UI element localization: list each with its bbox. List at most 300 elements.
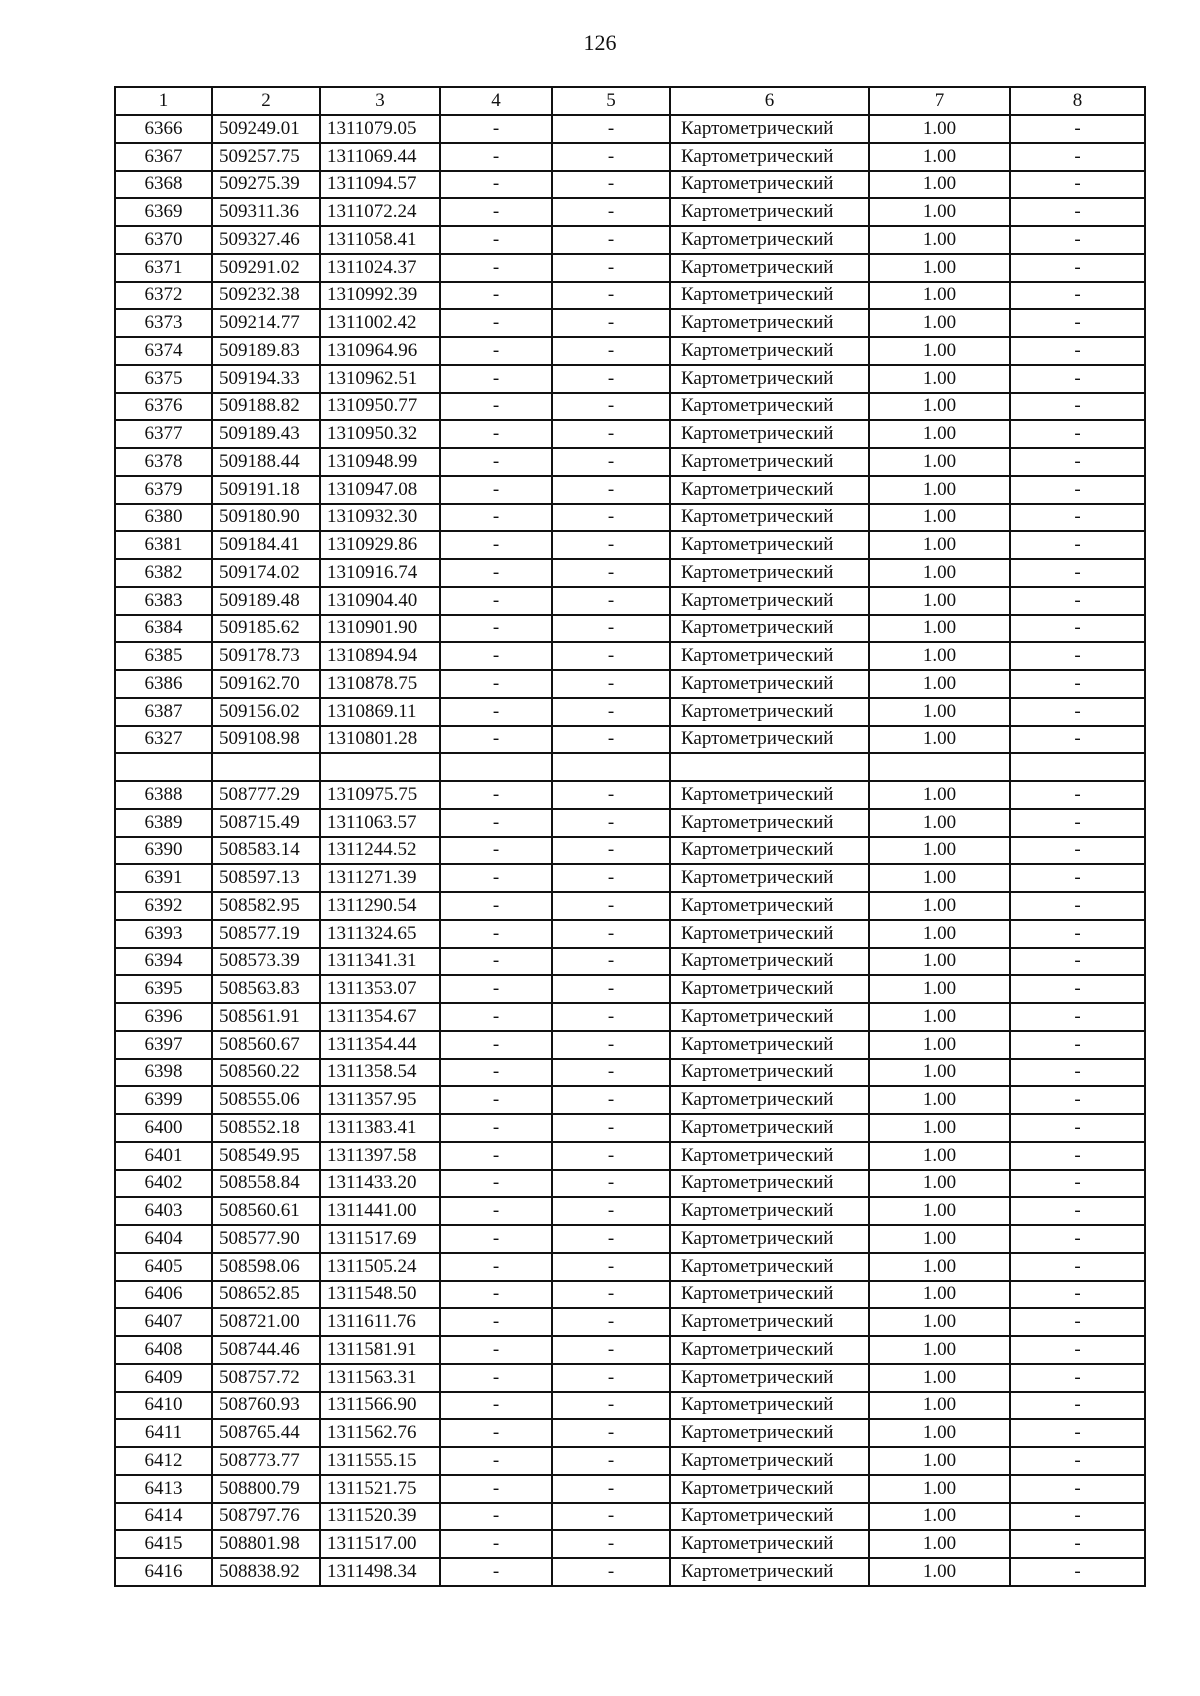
table-header-row xyxy=(115,87,1145,115)
table-row xyxy=(115,1086,1145,1114)
table-row xyxy=(115,892,1145,920)
col-5-value: - xyxy=(552,1086,670,1114)
accuracy: 1.00 xyxy=(869,365,1010,393)
point-number: 6398 xyxy=(115,1059,212,1087)
column-header: 7 xyxy=(869,87,1010,115)
col-5-value: - xyxy=(552,809,670,837)
col-4-value: - xyxy=(440,115,552,143)
col-8-value: - xyxy=(1010,1558,1145,1586)
point-number: 6395 xyxy=(115,975,212,1003)
y-coordinate: 1310801.28 xyxy=(320,726,440,754)
point-number: 6327 xyxy=(115,726,212,754)
accuracy: 1.00 xyxy=(869,920,1010,948)
table-row xyxy=(115,615,1145,643)
method xyxy=(670,753,869,781)
accuracy: 1.00 xyxy=(869,1059,1010,1087)
point-number: 6393 xyxy=(115,920,212,948)
method: Картометрический xyxy=(670,1336,869,1364)
y-coordinate: 1311433.20 xyxy=(320,1170,440,1198)
accuracy: 1.00 xyxy=(869,504,1010,532)
y-coordinate: 1311058.41 xyxy=(320,226,440,254)
table-row xyxy=(115,448,1145,476)
method: Картометрический xyxy=(670,698,869,726)
x-coordinate: 508757.72 xyxy=(212,1364,320,1392)
col-5-value: - xyxy=(552,1308,670,1336)
col-4-value: - xyxy=(440,1197,552,1225)
accuracy: 1.00 xyxy=(869,1142,1010,1170)
x-coordinate: 509189.48 xyxy=(212,587,320,615)
col-5-value: - xyxy=(552,476,670,504)
col-4-value: - xyxy=(440,892,552,920)
table-row xyxy=(115,920,1145,948)
col-8-value: - xyxy=(1010,726,1145,754)
table-row xyxy=(115,587,1145,615)
point-number: 6403 xyxy=(115,1197,212,1225)
x-coordinate: 508583.14 xyxy=(212,837,320,865)
method: Картометрический xyxy=(670,226,869,254)
accuracy: 1.00 xyxy=(869,448,1010,476)
y-coordinate: 1311357.95 xyxy=(320,1086,440,1114)
col-5-value: - xyxy=(552,365,670,393)
x-coordinate: 508558.84 xyxy=(212,1170,320,1198)
col-5-value: - xyxy=(552,587,670,615)
accuracy: 1.00 xyxy=(869,531,1010,559)
column-header: 4 xyxy=(440,87,552,115)
col-4-value: - xyxy=(440,920,552,948)
col-5-value: - xyxy=(552,1197,670,1225)
col-8-value: - xyxy=(1010,1059,1145,1087)
table-row xyxy=(115,504,1145,532)
method: Картометрический xyxy=(670,448,869,476)
method: Картометрический xyxy=(670,337,869,365)
col-8-value: - xyxy=(1010,1003,1145,1031)
table-row xyxy=(115,642,1145,670)
point-number: 6412 xyxy=(115,1447,212,1475)
table-row xyxy=(115,309,1145,337)
y-coordinate: 1311611.76 xyxy=(320,1308,440,1336)
x-coordinate: 509108.98 xyxy=(212,726,320,754)
accuracy: 1.00 xyxy=(869,670,1010,698)
col-4-value: - xyxy=(440,1170,552,1198)
point-number: 6408 xyxy=(115,1336,212,1364)
point-number: 6413 xyxy=(115,1475,212,1503)
method: Картометрический xyxy=(670,309,869,337)
table-row xyxy=(115,365,1145,393)
col-5-value: - xyxy=(552,1336,670,1364)
table-row xyxy=(115,1475,1145,1503)
col-5-value: - xyxy=(552,975,670,1003)
point-number: 6416 xyxy=(115,1558,212,1586)
y-coordinate: 1310878.75 xyxy=(320,670,440,698)
x-coordinate: 508598.06 xyxy=(212,1253,320,1281)
col-4-value: - xyxy=(440,1392,552,1420)
table-row xyxy=(115,531,1145,559)
point-number: 6378 xyxy=(115,448,212,476)
col-8-value: - xyxy=(1010,1447,1145,1475)
point-number: 6410 xyxy=(115,1392,212,1420)
col-4-value: - xyxy=(440,254,552,282)
y-coordinate: 1310975.75 xyxy=(320,781,440,809)
method: Картометрический xyxy=(670,1447,869,1475)
point-number: 6374 xyxy=(115,337,212,365)
accuracy: 1.00 xyxy=(869,1197,1010,1225)
col-5-value: - xyxy=(552,420,670,448)
col-5-value: - xyxy=(552,1031,670,1059)
col-5-value: - xyxy=(552,726,670,754)
col-5-value: - xyxy=(552,171,670,199)
col-4-value: - xyxy=(440,420,552,448)
x-coordinate: 509311.36 xyxy=(212,198,320,226)
x-coordinate: 509327.46 xyxy=(212,226,320,254)
col-5-value: - xyxy=(552,1059,670,1087)
accuracy: 1.00 xyxy=(869,393,1010,421)
method: Картометрический xyxy=(670,1364,869,1392)
col-8-value: - xyxy=(1010,504,1145,532)
x-coordinate: 509291.02 xyxy=(212,254,320,282)
point-number: 6407 xyxy=(115,1308,212,1336)
point-number: 6401 xyxy=(115,1142,212,1170)
point-number: 6381 xyxy=(115,531,212,559)
point-number: 6377 xyxy=(115,420,212,448)
table-row xyxy=(115,393,1145,421)
col-8-value: - xyxy=(1010,143,1145,171)
col-4-value: - xyxy=(440,670,552,698)
y-coordinate: 1311548.50 xyxy=(320,1281,440,1309)
point-number: 6384 xyxy=(115,615,212,643)
accuracy: 1.00 xyxy=(869,1558,1010,1586)
method: Картометрический xyxy=(670,1170,869,1198)
x-coordinate: 508549.95 xyxy=(212,1142,320,1170)
method: Картометрический xyxy=(670,864,869,892)
col-4-value: - xyxy=(440,1558,552,1586)
method: Картометрический xyxy=(670,171,869,199)
col-4-value: - xyxy=(440,587,552,615)
method: Картометрический xyxy=(670,781,869,809)
table-row xyxy=(115,1530,1145,1558)
point-number: 6385 xyxy=(115,642,212,670)
x-coordinate: 509156.02 xyxy=(212,698,320,726)
col-4-value: - xyxy=(440,1336,552,1364)
x-coordinate: 509184.41 xyxy=(212,531,320,559)
point-number: 6411 xyxy=(115,1419,212,1447)
method: Картометрический xyxy=(670,1142,869,1170)
accuracy: 1.00 xyxy=(869,1336,1010,1364)
y-coordinate: 1311566.90 xyxy=(320,1392,440,1420)
col-4-value: - xyxy=(440,1308,552,1336)
col-5-value: - xyxy=(552,282,670,310)
col-8-value: - xyxy=(1010,1336,1145,1364)
accuracy: 1.00 xyxy=(869,115,1010,143)
point-number: 6399 xyxy=(115,1086,212,1114)
method: Картометрический xyxy=(670,587,869,615)
col-5-value: - xyxy=(552,615,670,643)
col-8-value: - xyxy=(1010,1031,1145,1059)
page-number: 126 xyxy=(583,30,617,55)
col-4-value: - xyxy=(440,948,552,976)
col-5-value: - xyxy=(552,837,670,865)
x-coordinate: 509214.77 xyxy=(212,309,320,337)
col-5-value: - xyxy=(552,337,670,365)
col-4-value: - xyxy=(440,1031,552,1059)
y-coordinate: 1311520.39 xyxy=(320,1503,440,1531)
col-4-value: - xyxy=(440,975,552,1003)
accuracy: 1.00 xyxy=(869,809,1010,837)
y-coordinate: 1310929.86 xyxy=(320,531,440,559)
point-number: 6402 xyxy=(115,1170,212,1198)
accuracy: 1.00 xyxy=(869,726,1010,754)
accuracy: 1.00 xyxy=(869,1419,1010,1447)
y-coordinate: 1311341.31 xyxy=(320,948,440,976)
col-5-value: - xyxy=(552,309,670,337)
x-coordinate: 509174.02 xyxy=(212,559,320,587)
accuracy: 1.00 xyxy=(869,781,1010,809)
col-4-value: - xyxy=(440,143,552,171)
point-number: 6414 xyxy=(115,1503,212,1531)
y-coordinate: 1311562.76 xyxy=(320,1419,440,1447)
column-header: 3 xyxy=(320,87,440,115)
x-coordinate: 508577.19 xyxy=(212,920,320,948)
table-row xyxy=(115,698,1145,726)
col-8-value: - xyxy=(1010,1170,1145,1198)
col-8-value: - xyxy=(1010,892,1145,920)
col-8-value: - xyxy=(1010,365,1145,393)
point-number: 6370 xyxy=(115,226,212,254)
method: Картометрический xyxy=(670,1419,869,1447)
col-4-value: - xyxy=(440,1086,552,1114)
accuracy: 1.00 xyxy=(869,1253,1010,1281)
method: Картометрический xyxy=(670,642,869,670)
table-row xyxy=(115,1059,1145,1087)
y-coordinate: 1311079.05 xyxy=(320,115,440,143)
point-number: 6379 xyxy=(115,476,212,504)
col-4-value: - xyxy=(440,531,552,559)
method: Картометрический xyxy=(670,1475,869,1503)
col-4-value: - xyxy=(440,476,552,504)
col-8-value: - xyxy=(1010,1142,1145,1170)
col-5-value: - xyxy=(552,1558,670,1586)
col-5-value: - xyxy=(552,1281,670,1309)
y-coordinate: 1311069.44 xyxy=(320,143,440,171)
point-number: 6387 xyxy=(115,698,212,726)
table-row xyxy=(115,948,1145,976)
accuracy: 1.00 xyxy=(869,1475,1010,1503)
accuracy: 1.00 xyxy=(869,1364,1010,1392)
x-coordinate: 508652.85 xyxy=(212,1281,320,1309)
method: Картометрический xyxy=(670,420,869,448)
col-5-value: - xyxy=(552,1142,670,1170)
x-coordinate: 508561.91 xyxy=(212,1003,320,1031)
point-number: 6372 xyxy=(115,282,212,310)
method: Картометрический xyxy=(670,1114,869,1142)
y-coordinate: 1310962.51 xyxy=(320,365,440,393)
x-coordinate: 508573.39 xyxy=(212,948,320,976)
col-4-value: - xyxy=(440,282,552,310)
y-coordinate: 1310948.99 xyxy=(320,448,440,476)
method: Картометрический xyxy=(670,504,869,532)
method: Картометрический xyxy=(670,920,869,948)
x-coordinate: 508801.98 xyxy=(212,1530,320,1558)
col-4-value: - xyxy=(440,448,552,476)
x-coordinate: 509188.82 xyxy=(212,393,320,421)
col-8-value: - xyxy=(1010,781,1145,809)
accuracy: 1.00 xyxy=(869,975,1010,1003)
col-4-value: - xyxy=(440,1503,552,1531)
accuracy: 1.00 xyxy=(869,1392,1010,1420)
col-5-value: - xyxy=(552,531,670,559)
table-row xyxy=(115,1503,1145,1531)
column-header: 2 xyxy=(212,87,320,115)
point-number: 6394 xyxy=(115,948,212,976)
method: Картометрический xyxy=(670,531,869,559)
col-5-value: - xyxy=(552,115,670,143)
table-row xyxy=(115,670,1145,698)
col-4-value: - xyxy=(440,1419,552,1447)
y-coordinate: 1310950.32 xyxy=(320,420,440,448)
col-8-value xyxy=(1010,753,1145,781)
table-row xyxy=(115,115,1145,143)
method: Картометрический xyxy=(670,726,869,754)
col-5-value: - xyxy=(552,1530,670,1558)
col-5-value: - xyxy=(552,864,670,892)
col-4-value: - xyxy=(440,1142,552,1170)
table-row xyxy=(115,753,1145,781)
x-coordinate: 508563.83 xyxy=(212,975,320,1003)
col-4-value: - xyxy=(440,698,552,726)
y-coordinate: 1311290.54 xyxy=(320,892,440,920)
col-5-value: - xyxy=(552,1364,670,1392)
accuracy xyxy=(869,753,1010,781)
x-coordinate: 509194.33 xyxy=(212,365,320,393)
table-row xyxy=(115,226,1145,254)
method: Картометрический xyxy=(670,670,869,698)
col-8-value: - xyxy=(1010,282,1145,310)
col-5-value: - xyxy=(552,781,670,809)
col-4-value: - xyxy=(440,393,552,421)
method: Картометрический xyxy=(670,1197,869,1225)
accuracy: 1.00 xyxy=(869,337,1010,365)
table-row xyxy=(115,1447,1145,1475)
col-4-value: - xyxy=(440,365,552,393)
col-4-value: - xyxy=(440,642,552,670)
table-row xyxy=(115,864,1145,892)
x-coordinate: 508582.95 xyxy=(212,892,320,920)
y-coordinate: 1310932.30 xyxy=(320,504,440,532)
x-coordinate: 508777.29 xyxy=(212,781,320,809)
col-8-value: - xyxy=(1010,1197,1145,1225)
y-coordinate: 1311354.44 xyxy=(320,1031,440,1059)
point-number: 6406 xyxy=(115,1281,212,1309)
col-5-value: - xyxy=(552,1225,670,1253)
col-5-value: - xyxy=(552,892,670,920)
col-5-value: - xyxy=(552,920,670,948)
method: Картометрический xyxy=(670,1059,869,1087)
col-4-value: - xyxy=(440,1447,552,1475)
col-8-value: - xyxy=(1010,1253,1145,1281)
x-coordinate: 509188.44 xyxy=(212,448,320,476)
accuracy: 1.00 xyxy=(869,143,1010,171)
point-number: 6367 xyxy=(115,143,212,171)
col-8-value: - xyxy=(1010,1114,1145,1142)
y-coordinate: 1311563.31 xyxy=(320,1364,440,1392)
point-number: 6383 xyxy=(115,587,212,615)
table-row xyxy=(115,254,1145,282)
point-number: 6386 xyxy=(115,670,212,698)
point-number: 6382 xyxy=(115,559,212,587)
y-coordinate: 1310950.77 xyxy=(320,393,440,421)
point-number: 6368 xyxy=(115,171,212,199)
col-8-value: - xyxy=(1010,1503,1145,1531)
point-number: 6404 xyxy=(115,1225,212,1253)
col-4-value: - xyxy=(440,559,552,587)
y-coordinate: 1311244.52 xyxy=(320,837,440,865)
y-coordinate: 1311383.41 xyxy=(320,1114,440,1142)
col-4-value: - xyxy=(440,1364,552,1392)
table-row xyxy=(115,781,1145,809)
col-4-value: - xyxy=(440,837,552,865)
x-coordinate: 508715.49 xyxy=(212,809,320,837)
col-5-value: - xyxy=(552,226,670,254)
accuracy: 1.00 xyxy=(869,1225,1010,1253)
col-4-value: - xyxy=(440,1003,552,1031)
col-4-value: - xyxy=(440,781,552,809)
col-4-value: - xyxy=(440,337,552,365)
point-number: 6371 xyxy=(115,254,212,282)
table-row xyxy=(115,1281,1145,1309)
y-coordinate: 1311441.00 xyxy=(320,1197,440,1225)
col-8-value: - xyxy=(1010,864,1145,892)
accuracy: 1.00 xyxy=(869,1308,1010,1336)
col-8-value: - xyxy=(1010,254,1145,282)
accuracy: 1.00 xyxy=(869,226,1010,254)
col-4-value: - xyxy=(440,198,552,226)
table-row xyxy=(115,198,1145,226)
col-5-value: - xyxy=(552,698,670,726)
accuracy: 1.00 xyxy=(869,476,1010,504)
method: Картометрический xyxy=(670,1503,869,1531)
col-8-value: - xyxy=(1010,171,1145,199)
accuracy: 1.00 xyxy=(869,1530,1010,1558)
method: Картометрический xyxy=(670,393,869,421)
col-8-value: - xyxy=(1010,670,1145,698)
point-number: 6369 xyxy=(115,198,212,226)
col-5-value: - xyxy=(552,393,670,421)
accuracy: 1.00 xyxy=(869,948,1010,976)
x-coordinate: 509191.18 xyxy=(212,476,320,504)
col-8-value: - xyxy=(1010,1308,1145,1336)
col-8-value: - xyxy=(1010,809,1145,837)
method: Картометрический xyxy=(670,1392,869,1420)
x-coordinate: 508560.22 xyxy=(212,1059,320,1087)
method: Картометрический xyxy=(670,365,869,393)
method: Картометрический xyxy=(670,948,869,976)
method: Картометрический xyxy=(670,1281,869,1309)
col-8-value: - xyxy=(1010,920,1145,948)
point-number: 6376 xyxy=(115,393,212,421)
x-coordinate: 509162.70 xyxy=(212,670,320,698)
y-coordinate: 1311063.57 xyxy=(320,809,440,837)
accuracy: 1.00 xyxy=(869,1503,1010,1531)
col-4-value: - xyxy=(440,1059,552,1087)
col-8-value: - xyxy=(1010,1419,1145,1447)
x-coordinate: 509178.73 xyxy=(212,642,320,670)
col-4-value: - xyxy=(440,864,552,892)
col-8-value: - xyxy=(1010,1281,1145,1309)
accuracy: 1.00 xyxy=(869,171,1010,199)
y-coordinate: 1311555.15 xyxy=(320,1447,440,1475)
method: Картометрический xyxy=(670,143,869,171)
y-coordinate: 1310947.08 xyxy=(320,476,440,504)
method: Картометрический xyxy=(670,1253,869,1281)
